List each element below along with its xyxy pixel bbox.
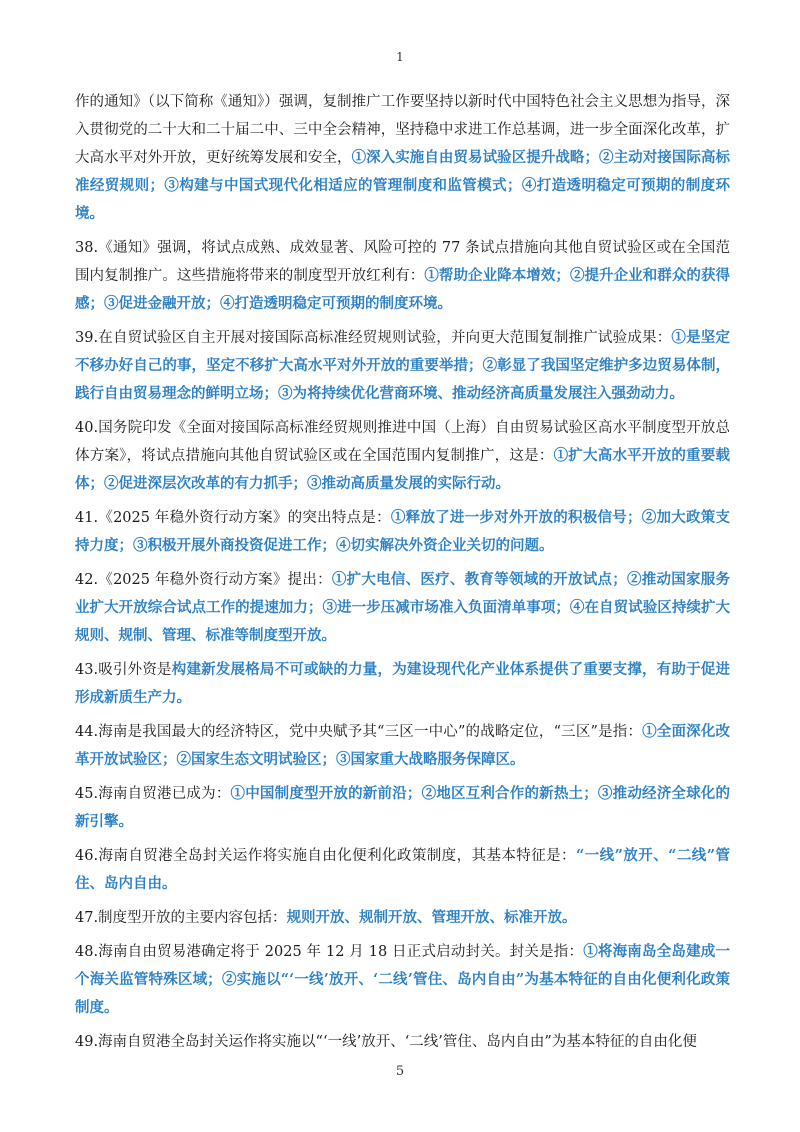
question-text: 47.制度型开放的主要内容包括： (75, 910, 287, 926)
question-text: 38.《通知》强调，将试点成熟、成效显著、风险可控的 77 条试点措施向其他自贸试验区或在全国范围内复制推广。这些措施将带来的制度型开放红利有： (75, 240, 730, 284)
paragraph-40 (75, 414, 730, 498)
answer-text: ①中国制度型开放的新前沿；②地区互利合作的新热土；③推动经济全球化的新引擎。 (75, 785, 731, 830)
paragraph-44 (75, 718, 730, 774)
question-text: 42.《2025 年稳外资行动方案》提出： (75, 572, 332, 588)
question-text: 46.海南自贸港全岛封关运作将实施自由化便利化政策制度，其基本特征是： (75, 848, 576, 864)
paragraph-38 (75, 234, 730, 318)
question-text: 39.在自贸试验区自主开展对接国际高标准经贸规则试验，并向更大范围复制推广试验成果： (75, 330, 672, 346)
answer-text: 规则开放、规制开放、管理开放、标准开放。 (286, 909, 577, 926)
answer-text: 构建新发展格局不可或缺的力量，为建设现代化产业体系提供了重要支撑，有助于促进形成新质生产力。 (75, 661, 731, 706)
paragraph-41 (75, 504, 730, 560)
answer-text: ①全面深化改革开放试验区；②国家生态文明试验区；③国家重大战略服务保障区。 (75, 723, 730, 768)
paragraph-49 (75, 1028, 730, 1056)
paragraph-42 (75, 566, 730, 650)
question-text: 40.国务院印发《全面对接国际高标准经贸规则推进中国（上海）自由贸易试验区高水平制度型开放总体方案》，将试点措施向其他自贸试验区或在全国范围内复制推广，这是： (75, 420, 730, 464)
answer-text: ①是坚定不移办好自己的事，坚定不移扩大高水平对外开放的重要举措；②彰显了我国坚定维护多边贸易体制，践行自由贸易理念的鲜明立场；③为将持续优化营商环境、推动经济高质量发展注入强劲动力。 (75, 329, 730, 402)
paragraph-46 (75, 842, 730, 898)
paragraph-48 (75, 938, 730, 1022)
paragraph-47 (75, 904, 730, 932)
page-top-mark: 1 (396, 50, 404, 64)
paragraph-39 (75, 324, 730, 408)
question-text: 作的通知》（以下简称《通知》）强调，复制推广工作要坚持以新时代中国特色社会主义思想为指导，深入贯彻党的二十大和二十届二中、三中全会精神，坚持稳中求进工作总基调，进一步全面深化改革，扩大高水平对外开放，更好统筹发展和安全， (75, 94, 730, 166)
answer-text: ①释放了进一步对外开放的积极信号；②加大政策支持力度；③积极开展外商投资促进工作；④切实解决外资企业关切的问题。 (75, 509, 730, 554)
answer-text: ①深入实施自由贸易试验区提升战略；②主动对接国际高标准经贸规则；③构建与中国式现代化相适应的管理制度和监管模式；④打造透明稳定可预期的制度环境。 (75, 149, 730, 222)
question-text: 44.海南是我国最大的经济特区，党中央赋予其“三区一中心”的战略定位，“三区”是指： (75, 724, 643, 740)
question-text: 41.《2025 年稳外资行动方案》的突出特点是： (75, 510, 391, 526)
answer-text: ①扩大电信、医疗、教育等领域的开放试点；②推动国家服务业扩大开放综合试点工作的提速加力；③进一步压减市场准入负面清单事项；④在自贸试验区持续扩大规则、规制、管理、标准等制度型开放。 (75, 571, 730, 644)
answer-text: ①将海南岛全岛建成一个海关监管特殊区域；②实施以“‘一线’放开、‘二线’管住、岛内自由”为基本特征的自由化便利化政策制度。 (75, 943, 731, 1016)
paragraph-45 (75, 780, 730, 836)
answer-text: “一线”放开、“二线”管住、岛内自由。 (75, 847, 730, 892)
answer-text: ①扩大高水平开放的重要载体；②促进深层次改革的有力抓手；③推动高质量发展的实际行动。 (75, 447, 730, 492)
question-text: 48.海南自由贸易港确定将于 2025 年 12 月 18 日正式启动封关。封关是指： (75, 944, 584, 960)
question-text: 43.吸引外资是 (75, 662, 172, 678)
answer-text: ①帮助企业降本增效；②提升企业和群众的获得感；③促进金融开放；④打造透明稳定可预期的制度环境。 (75, 267, 731, 312)
question-text: 49.海南自贸港全岛封关运作将实施以“‘一线’放开、‘二线’管住、岛内自由”为基本特征的自由化便 (75, 1034, 697, 1050)
document-body (75, 88, 730, 1062)
paragraph-43 (75, 656, 730, 712)
paragraph-37-cont (75, 88, 730, 228)
page-number: 5 (395, 1064, 405, 1079)
question-text: 45.海南自贸港已成为： (75, 786, 231, 802)
